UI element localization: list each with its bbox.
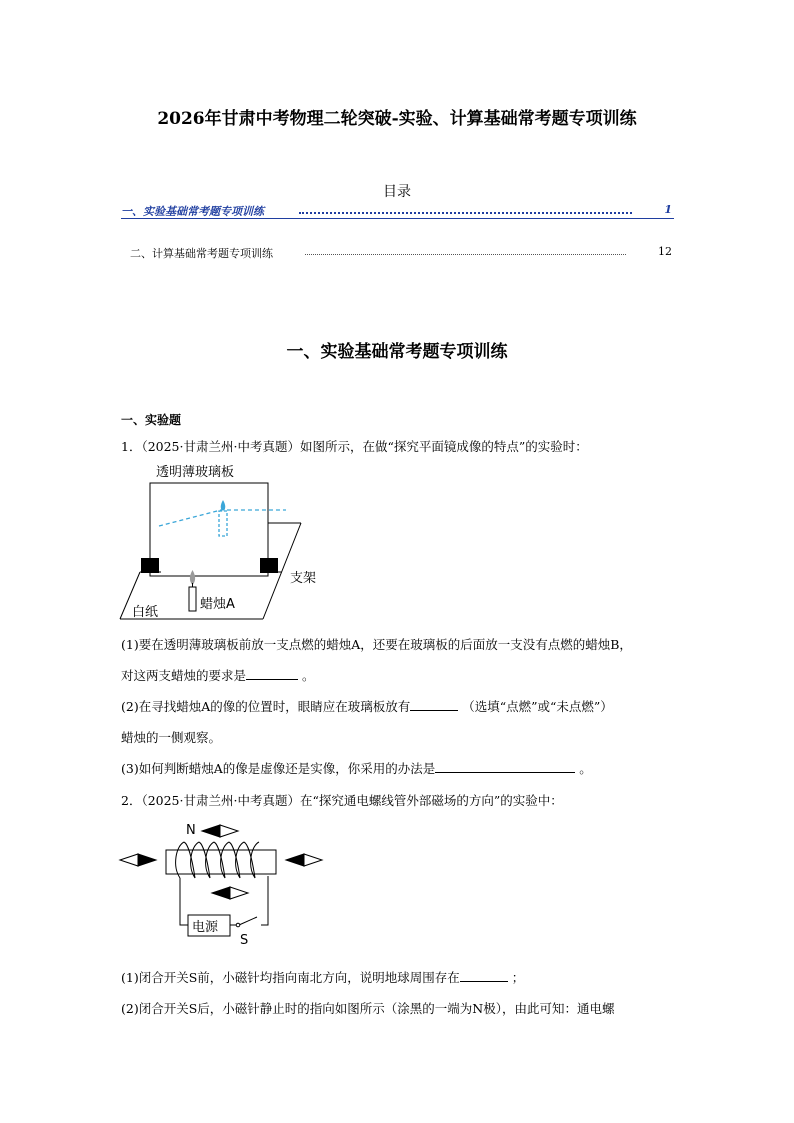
q1-sub1-text: 对这两支蜡烛的要求是 xyxy=(121,668,247,683)
q1-sub2-hint: （选填“点燃”或“未点燃”） xyxy=(462,699,613,714)
q1-stem: 1．（2025·甘肃兰州·中考真题）如图所示，在做“探究平面镜成像的特点”的实验时： xyxy=(121,439,588,454)
stand-right xyxy=(260,558,278,573)
q1-sub2-line2: 蜡烛的一侧观察。 xyxy=(121,730,222,745)
label-glass: 透明薄玻璃板 xyxy=(156,465,235,480)
toc-entry-label: 一、实验基础常考题专项训练 xyxy=(121,205,264,218)
toc-dot-leader xyxy=(305,254,626,255)
toc-entry-label: 二、计算基础常考题专项训练 xyxy=(130,247,273,260)
q1-sub1-line2 xyxy=(121,666,315,684)
label-n: N xyxy=(186,823,196,838)
label-switch: S xyxy=(240,933,249,948)
circuit-wire-left xyxy=(180,878,188,925)
q1-sub2-text: (2)在寻找蜡烛A的像的位置时，眼睛应在玻璃板放有 xyxy=(121,699,411,714)
label-paper: 白纸 xyxy=(132,605,159,620)
circuit-wire-right xyxy=(261,876,268,925)
q1-sub3-end: 。 xyxy=(579,761,592,776)
solenoid-experiment-figure xyxy=(118,818,328,950)
section-label: 一、实验题 xyxy=(121,413,182,427)
label-stand: 支架 xyxy=(290,571,317,586)
toc-entry-2[interactable] xyxy=(130,245,674,260)
q1-sub1-line1: (1)要在透明薄玻璃板前放一支点燃的蜡烛A，还要在玻璃板的后面放一支没有点燃的蜡烛B， xyxy=(121,637,632,652)
compass-needle-right xyxy=(286,854,304,866)
compass-needle-bottom xyxy=(212,887,230,899)
candle-a xyxy=(189,587,196,611)
document-title: 2026年甘肃中考物理二轮突破-实验、计算基础常考题专项训练 xyxy=(157,109,637,129)
compass-needle-left xyxy=(120,854,138,866)
switch-s xyxy=(239,917,257,925)
toc-entry-page: 12 xyxy=(658,245,672,258)
compass-needle-top xyxy=(202,825,220,837)
q2-sub1 xyxy=(121,968,524,986)
q1-sub3 xyxy=(121,759,592,777)
toc-entry-page: 1 xyxy=(664,203,672,216)
toc-dot-leader xyxy=(299,212,632,214)
label-power: 电源 xyxy=(192,920,219,935)
q2-sub1-end: ； xyxy=(511,970,525,985)
toc-entry-1[interactable] xyxy=(121,203,674,219)
answer-blank[interactable] xyxy=(410,698,458,711)
mirror-experiment-figure xyxy=(118,456,338,622)
candle-flame xyxy=(190,570,195,585)
glass-plate xyxy=(150,483,268,576)
q1-sub2-line1 xyxy=(121,697,613,715)
q2-sub1-text: (1)闭合开关S前，小磁针均指向南北方向，说明地球周围存在 xyxy=(121,970,460,985)
q2-stem: 2．（2025·甘肃兰州·中考真题）在“探究通电螺线管外部磁场的方向”的实验中： xyxy=(121,793,563,808)
toc-heading: 目录 xyxy=(383,184,411,200)
q1-sub3-text: (3)如何判断蜡烛A的像是虚像还是实像，你采用的办法是 xyxy=(121,761,436,776)
label-candle: 蜡烛A xyxy=(200,597,235,612)
stand-left xyxy=(141,558,159,573)
answer-blank[interactable] xyxy=(435,760,575,773)
answer-blank[interactable] xyxy=(246,667,298,680)
q1-sub1-end: 。 xyxy=(302,668,315,683)
q2-sub2: (2)闭合开关S后，小磁针静止时的指向如图所示（涂黑的一端为N极），由此可知：通电螺 xyxy=(121,1001,615,1016)
part-heading: 一、实验基础常考题专项训练 xyxy=(286,342,508,362)
answer-blank[interactable] xyxy=(460,969,508,982)
